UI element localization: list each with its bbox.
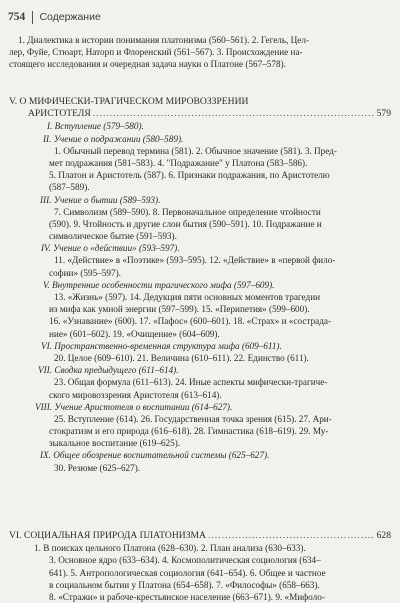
toc-line: 23. Общая формула (611–613). 24. Иные аспекты мифически-трагиче-	[54, 377, 328, 388]
toc-line: зыкальное воспитание (619–625).	[49, 438, 181, 449]
section-v	[9, 96, 391, 474]
section-v-title: V. О МИФИЧЕСКИ-ТРАГИЧЕСКОМ МИРОВОЗЗРЕНИИ	[9, 96, 249, 107]
toc-line: 7. Символизм (589–590). 8. Первоначальное определение чтойности	[54, 206, 321, 217]
toc-line: 13. «Жизнь» (597). 14. Дедукция пяти основных моментов трагедии	[54, 292, 321, 302]
toc-line: 20. Целое (609–610). 21. Величина (610–611). 22. Единство (611).	[54, 352, 309, 363]
section-vi	[9, 530, 391, 603]
toc-line: (587–589).	[49, 182, 90, 193]
toc-line: в социальном бытии у Платона (654–658). 7. «Философы» (658–663).	[49, 579, 320, 590]
toc-line: 8. «Стражи» и рабоче-крестьянское население (663–671). 9. «Мифоло-	[49, 591, 325, 602]
subsection-heading: VIII. Учение Аристотеля о воспитании (614–627).	[35, 401, 233, 412]
toc-line: софии» (595–597).	[49, 267, 121, 278]
subsection-heading: II. Учение о подражании (580–589).	[43, 133, 184, 144]
toc-line: ского мировоззрения Аристотеля (613–614).	[49, 389, 222, 400]
subsection-heading: IX. Общее обозрение воспитательной системы (625–627).	[40, 450, 270, 461]
section-v-title-cont: АРИСТОТЕЛЯ	[28, 108, 91, 120]
dot-leader	[93, 108, 375, 120]
dot-leader	[208, 530, 375, 542]
page-number: 754	[8, 11, 26, 23]
header-divider	[32, 11, 33, 24]
toc-line: 11. «Действие» в «Поэтике» (593–595). 12. «Действие» в «первой фило-	[54, 255, 336, 266]
toc-line: ние» (601–602). 19. «Очищение» (604–609).	[49, 328, 220, 339]
toc-line: символическое бытие (591–593).	[49, 231, 177, 242]
toc-line: 25. Вступление (614). 26. Государственная точка зрения (615). 27. Ари-	[54, 413, 332, 424]
toc-line: 16. «Узнавание» (600). 17. «Пафос» (600–601). 18. «Страх» и «сострада-	[49, 316, 332, 327]
toc-line: (590). 9. Чтойность и другие слои бытия (590–591). 10. Подражание и	[49, 218, 322, 229]
toc-line: 3. Основное ядро (633–634). 4. Космополитическая социология (634–	[49, 555, 321, 566]
subsection-heading: III. Учение о бытии (589–593).	[40, 194, 161, 205]
section-vi-title-line	[9, 530, 391, 542]
toc-line: стоящего исследования и очередная задача науки о Платоне (567–578).	[9, 59, 286, 70]
subsection-heading: IV. Учение о «действии» (593–597).	[41, 243, 180, 254]
section-v-page: 579	[376, 108, 391, 120]
toc-line: 30. Резюме (625–627).	[54, 462, 141, 473]
toc-line: 1. В поисках цельного Платона (628–630). 2. План анализа (630–633).	[34, 543, 306, 554]
toc-line: 5. Платон и Аристотель (587). 6. Признаки подражания, по Аристотелю	[49, 170, 330, 181]
section-v-title-line2	[9, 108, 391, 120]
section-vi-page: 628	[376, 530, 391, 541]
toc-line: 1. Диалектика в истории понимания платонизма (560–561). 2. Гегель, Цел-	[18, 35, 310, 45]
toc-line: из мифа как умной энергии (597–599). 15. «Перипетия» (599–600).	[49, 304, 310, 315]
top-continuation	[9, 34, 391, 71]
running-header	[8, 9, 392, 25]
toc-line: лер, Фуйе, Стюарт, Наторп и Флоренский (561–567). 3. Происхождение на-	[9, 47, 303, 58]
toc-line: мет подражания (581–583). 4. "Подражание" у Платона (583–586).	[49, 157, 308, 168]
toc-line: 1. Обычный перевод термина (581). 2. Обычное значение (581). 3. Пред-	[54, 145, 337, 156]
subsection-heading: VII. Сводка предыдущего (611–614).	[38, 365, 179, 376]
section-vi-title: VI. СОЦИАЛЬНАЯ ПРИРОДА ПЛАТОНИЗМА	[9, 530, 206, 541]
subsection-heading: V. Внутренние особенности трагического мифа (597–609).	[43, 279, 275, 290]
subsection-heading: I. Вступление (579–580).	[47, 121, 144, 132]
subsection-heading: VI. Пространственно-временная структура мифа (609–611).	[41, 340, 282, 351]
toc-line: 641). 5. Антропологическая социология (641–654). 6. Общее и частное	[49, 567, 326, 578]
toc-line: стократизм и его природа (616–618). 28. Гимнастика (618–619). 29. Му-	[49, 426, 329, 437]
running-title: Содержание	[39, 11, 101, 23]
